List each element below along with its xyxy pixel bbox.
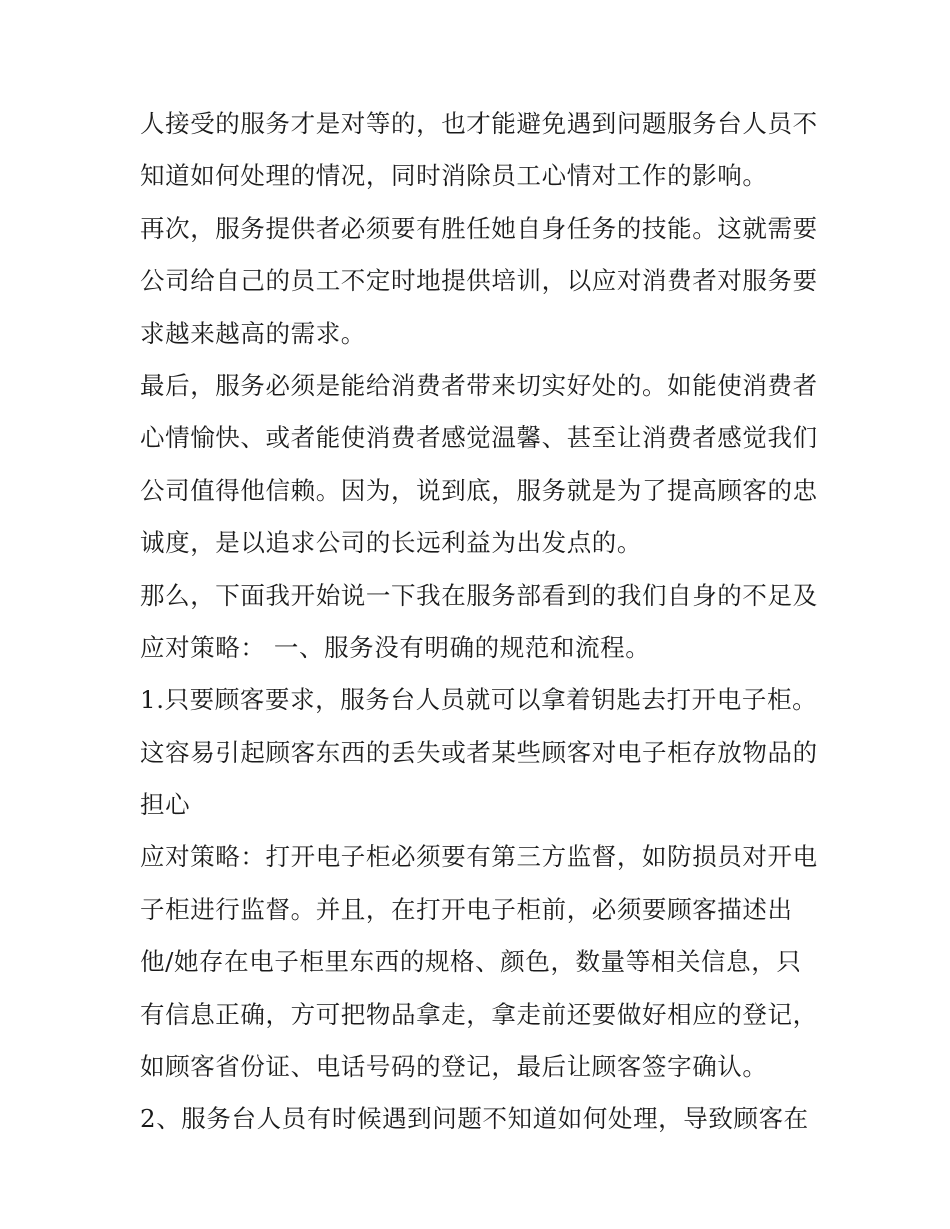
text-line: 2、服务台人员有时候遇到问题不知道如何处理，导致顾客在: [140, 1104, 809, 1134]
text-line: 子柜进行监督。并且，在打开电子柜前，必须要顾客描述出: [140, 894, 793, 924]
text-line: 担心: [140, 790, 191, 820]
text-line: 这容易引起顾客东西的丢失或者某些顾客对电子柜存放物品的: [140, 737, 818, 767]
text-line: 求越来越高的需求。: [140, 318, 366, 348]
text-line: 诚度，是以追求公司的长远利益为出发点的。: [140, 528, 642, 558]
text-line: 最后，服务必须是能给消费者带来切实好处的。如能使消费者: [140, 370, 818, 400]
text-line: 有信息正确，方可把物品拿走，拿走前还要做好相应的登记，: [140, 999, 818, 1029]
text-line: 他/她存在电子柜里东西的规格、颜色，数量等相关信息，只: [140, 947, 802, 977]
text-line: 人接受的服务才是对等的，也才能避免遇到问题服务台人员不: [140, 109, 818, 138]
text-line: 如顾客省份证、电话号码的登记，最后让顾客签字确认。: [140, 1052, 768, 1082]
text-line: 再次，服务提供者必须要有胜任她自身任务的技能。这就需要: [140, 213, 818, 243]
text-line: 公司值得他信赖。因为，说到底，服务就是为了提高顾客的忠: [140, 475, 818, 505]
text-line: 应对策略：打开电子柜必须要有第三方监督，如防损员对开电: [140, 842, 818, 872]
text-line: 知道如何处理的情况，同时消除员工心情对工作的影响。: [140, 161, 768, 191]
text-line: 公司给自己的员工不定时地提供培训，以应对消费者对服务要: [140, 266, 818, 296]
document-body: [140, 98, 830, 1146]
text-line: 心情愉快、或者能使消费者感觉温馨、甚至让消费者感觉我们: [140, 423, 818, 453]
text-line: 应对策略： 一、服务没有明确的规范和流程。: [140, 632, 651, 662]
text-line: 那么，下面我开始说一下我在服务部看到的我们自身的不足及: [140, 580, 818, 610]
text-line: 1.只要顾客要求，服务台人员就可以拿着钥匙去打开电子柜。: [140, 685, 818, 715]
